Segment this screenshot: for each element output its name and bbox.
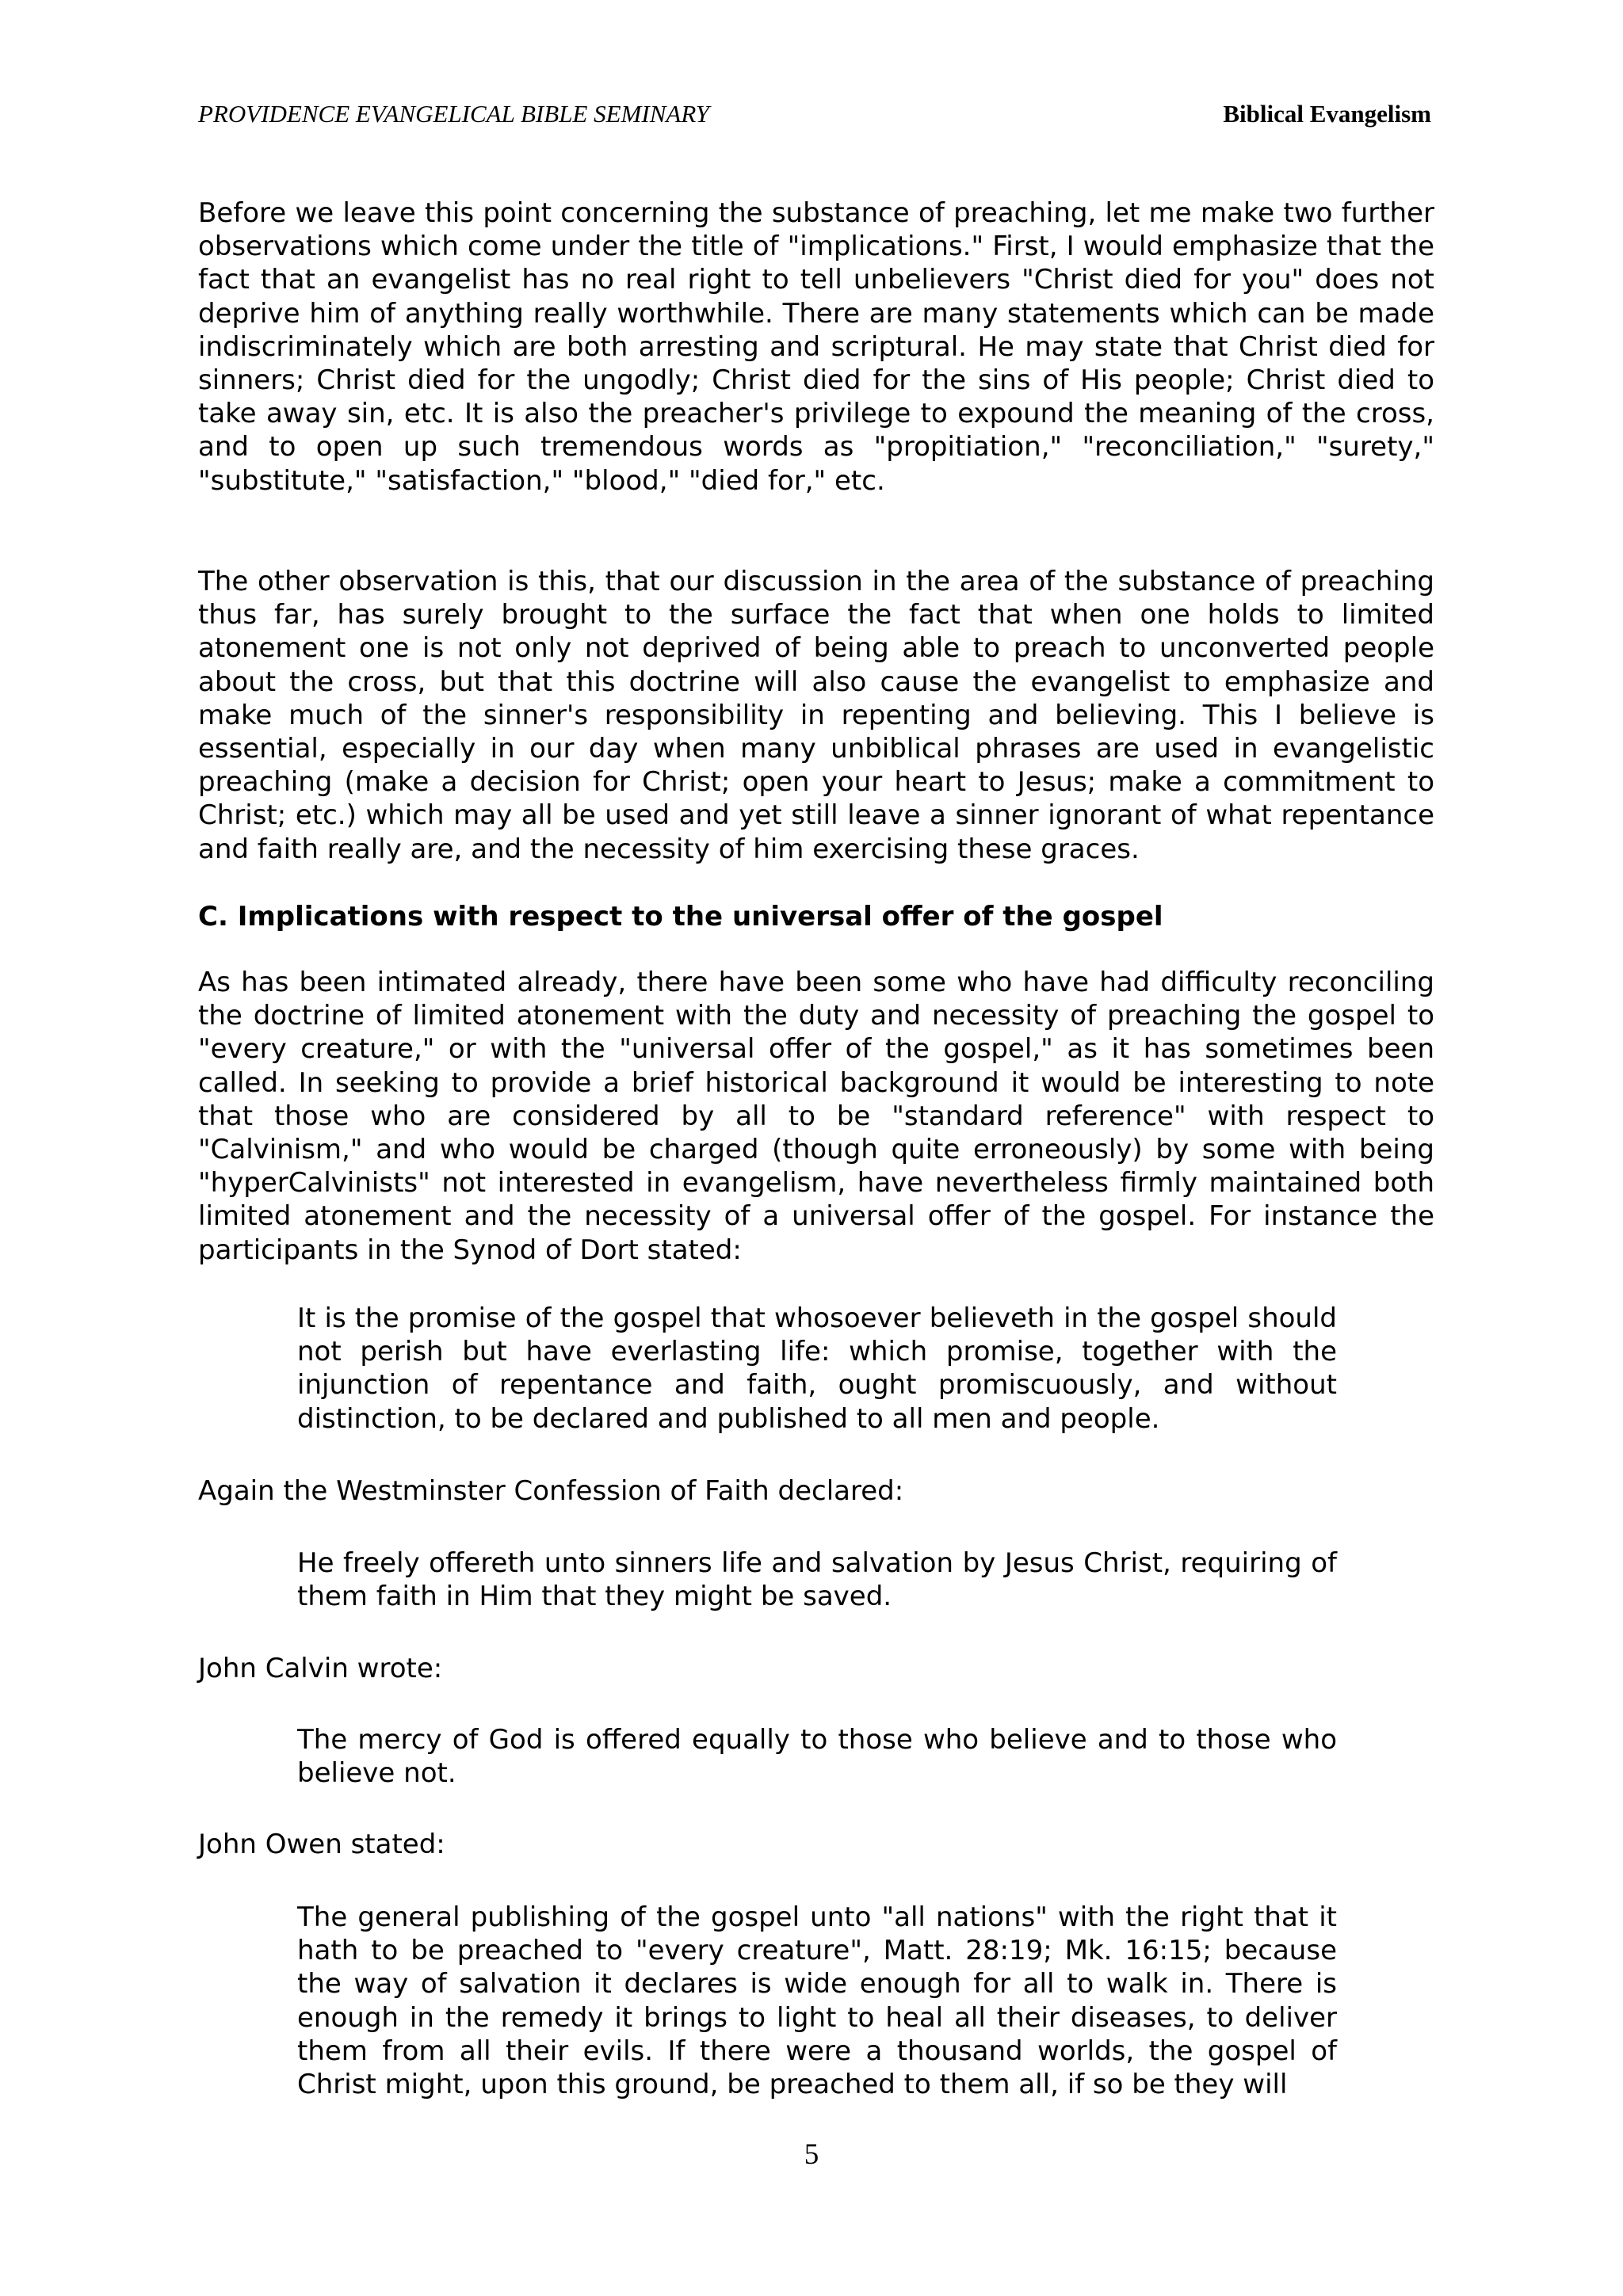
intro-john-owen: John Owen stated: [198,1829,445,1860]
header-seminary-name: PROVIDENCE EVANGELICAL BIBLE SEMINARY [198,100,709,128]
quote-westminster-confession: He freely offereth unto sinners life and salvation by Jesus Christ, requiring of them faith in Him that they might be saved. [297,1547,1337,1613]
paragraph-historical-background: As has been intimated already, there have been some who have had difficulty reconciling the doctrine of limited atonement with the duty and necessity of preaching the gospel to "every creature," or with the "universal offer of the gospel," as it has sometimes been called. In seeking to provide a brief historical background it would be interesting to note that those who are considered by all to be "standard reference" with respect to "Calvinism," and who would be charged (though quite erroneously) by some with being "hyperCalvinists" not interested in evangelism, have nevertheless firmly maintained both limited atonement and the necessity of a universal offer of the gospel. For instance the participants in the Synod of Dort stated: [198,967,1434,1266]
paragraph-implications-intro: Before we leave this point concerning the substance of preaching, let me make two further observations which come under the title of "implications." First, I would emphasize that the fact that an evangelist has no real right to tell unbelievers "Christ died for you" does not deprive him of anything really worthwhile. There are many statements which can be made indiscriminately which are both arresting and scriptural. He may state that Christ died for sinners; Christ died for the ungodly; Christ died for the sins of His people; Christ died to take away sin, etc. It is also the preacher's privilege to expound the meaning of the cross, and to open up such tremendous words as "propitiation," "reconciliation," "surety," "substitute," "satisfaction," "blood," "died for," etc. [198,197,1434,497]
page-number: 5 [804,2138,819,2171]
page-header [198,100,1431,135]
quote-synod-of-dort: It is the promise of the gospel that whosoever believeth in the gospel should not perish but have everlasting life: which promise, together with the injunction of repentance and faith, ought promiscuously, and without distinction, to be declared and published to all men and people. [297,1302,1337,1435]
quote-john-owen: The general publishing of the gospel unto "all nations" with the right that it hath to be preached to "every creature", Matt. 28:19; Mk. 16:15; because the way of salvation it declares is wide enough for all to walk in. There is enough in the remedy it brings to light to heal all their diseases, to deliver them from all their evils. If there were a thousand worlds, the gospel of Christ might, upon this ground, be preached to them all, if so be they will [297,1901,1337,2101]
header-course-title: Biblical Evangelism [1223,100,1431,128]
quote-john-calvin: The mercy of God is offered equally to those who believe and to those who believe not. [297,1724,1337,1790]
section-heading-universal-offer: C. Implications with respect to the universal offer of the gospel [198,901,1163,933]
paragraph-other-observation: The other observation is this, that our discussion in the area of the substance of preaching thus far, has surely brought to the surface the fact that when one holds to limited atonement one is not only not deprived of being able to preach to unconverted people about the cross, but that this doctrine will also cause the evangelist to emphasize and make much of the sinner's responsibility in repenting and believing. This I believe is essential, especially in our day when many unbiblical phrases are used in evangelistic preaching (make a decision for Christ; open your heart to Jesus; make a commitment to Christ; etc.) which may all be used and yet still leave a sinner ignorant of what repentance and faith really are, and the necessity of him exercising these graces. [198,566,1434,865]
intro-john-calvin: John Calvin wrote: [198,1653,443,1684]
intro-westminster-confession: Again the Westminster Confession of Faith declared: [198,1475,904,1507]
